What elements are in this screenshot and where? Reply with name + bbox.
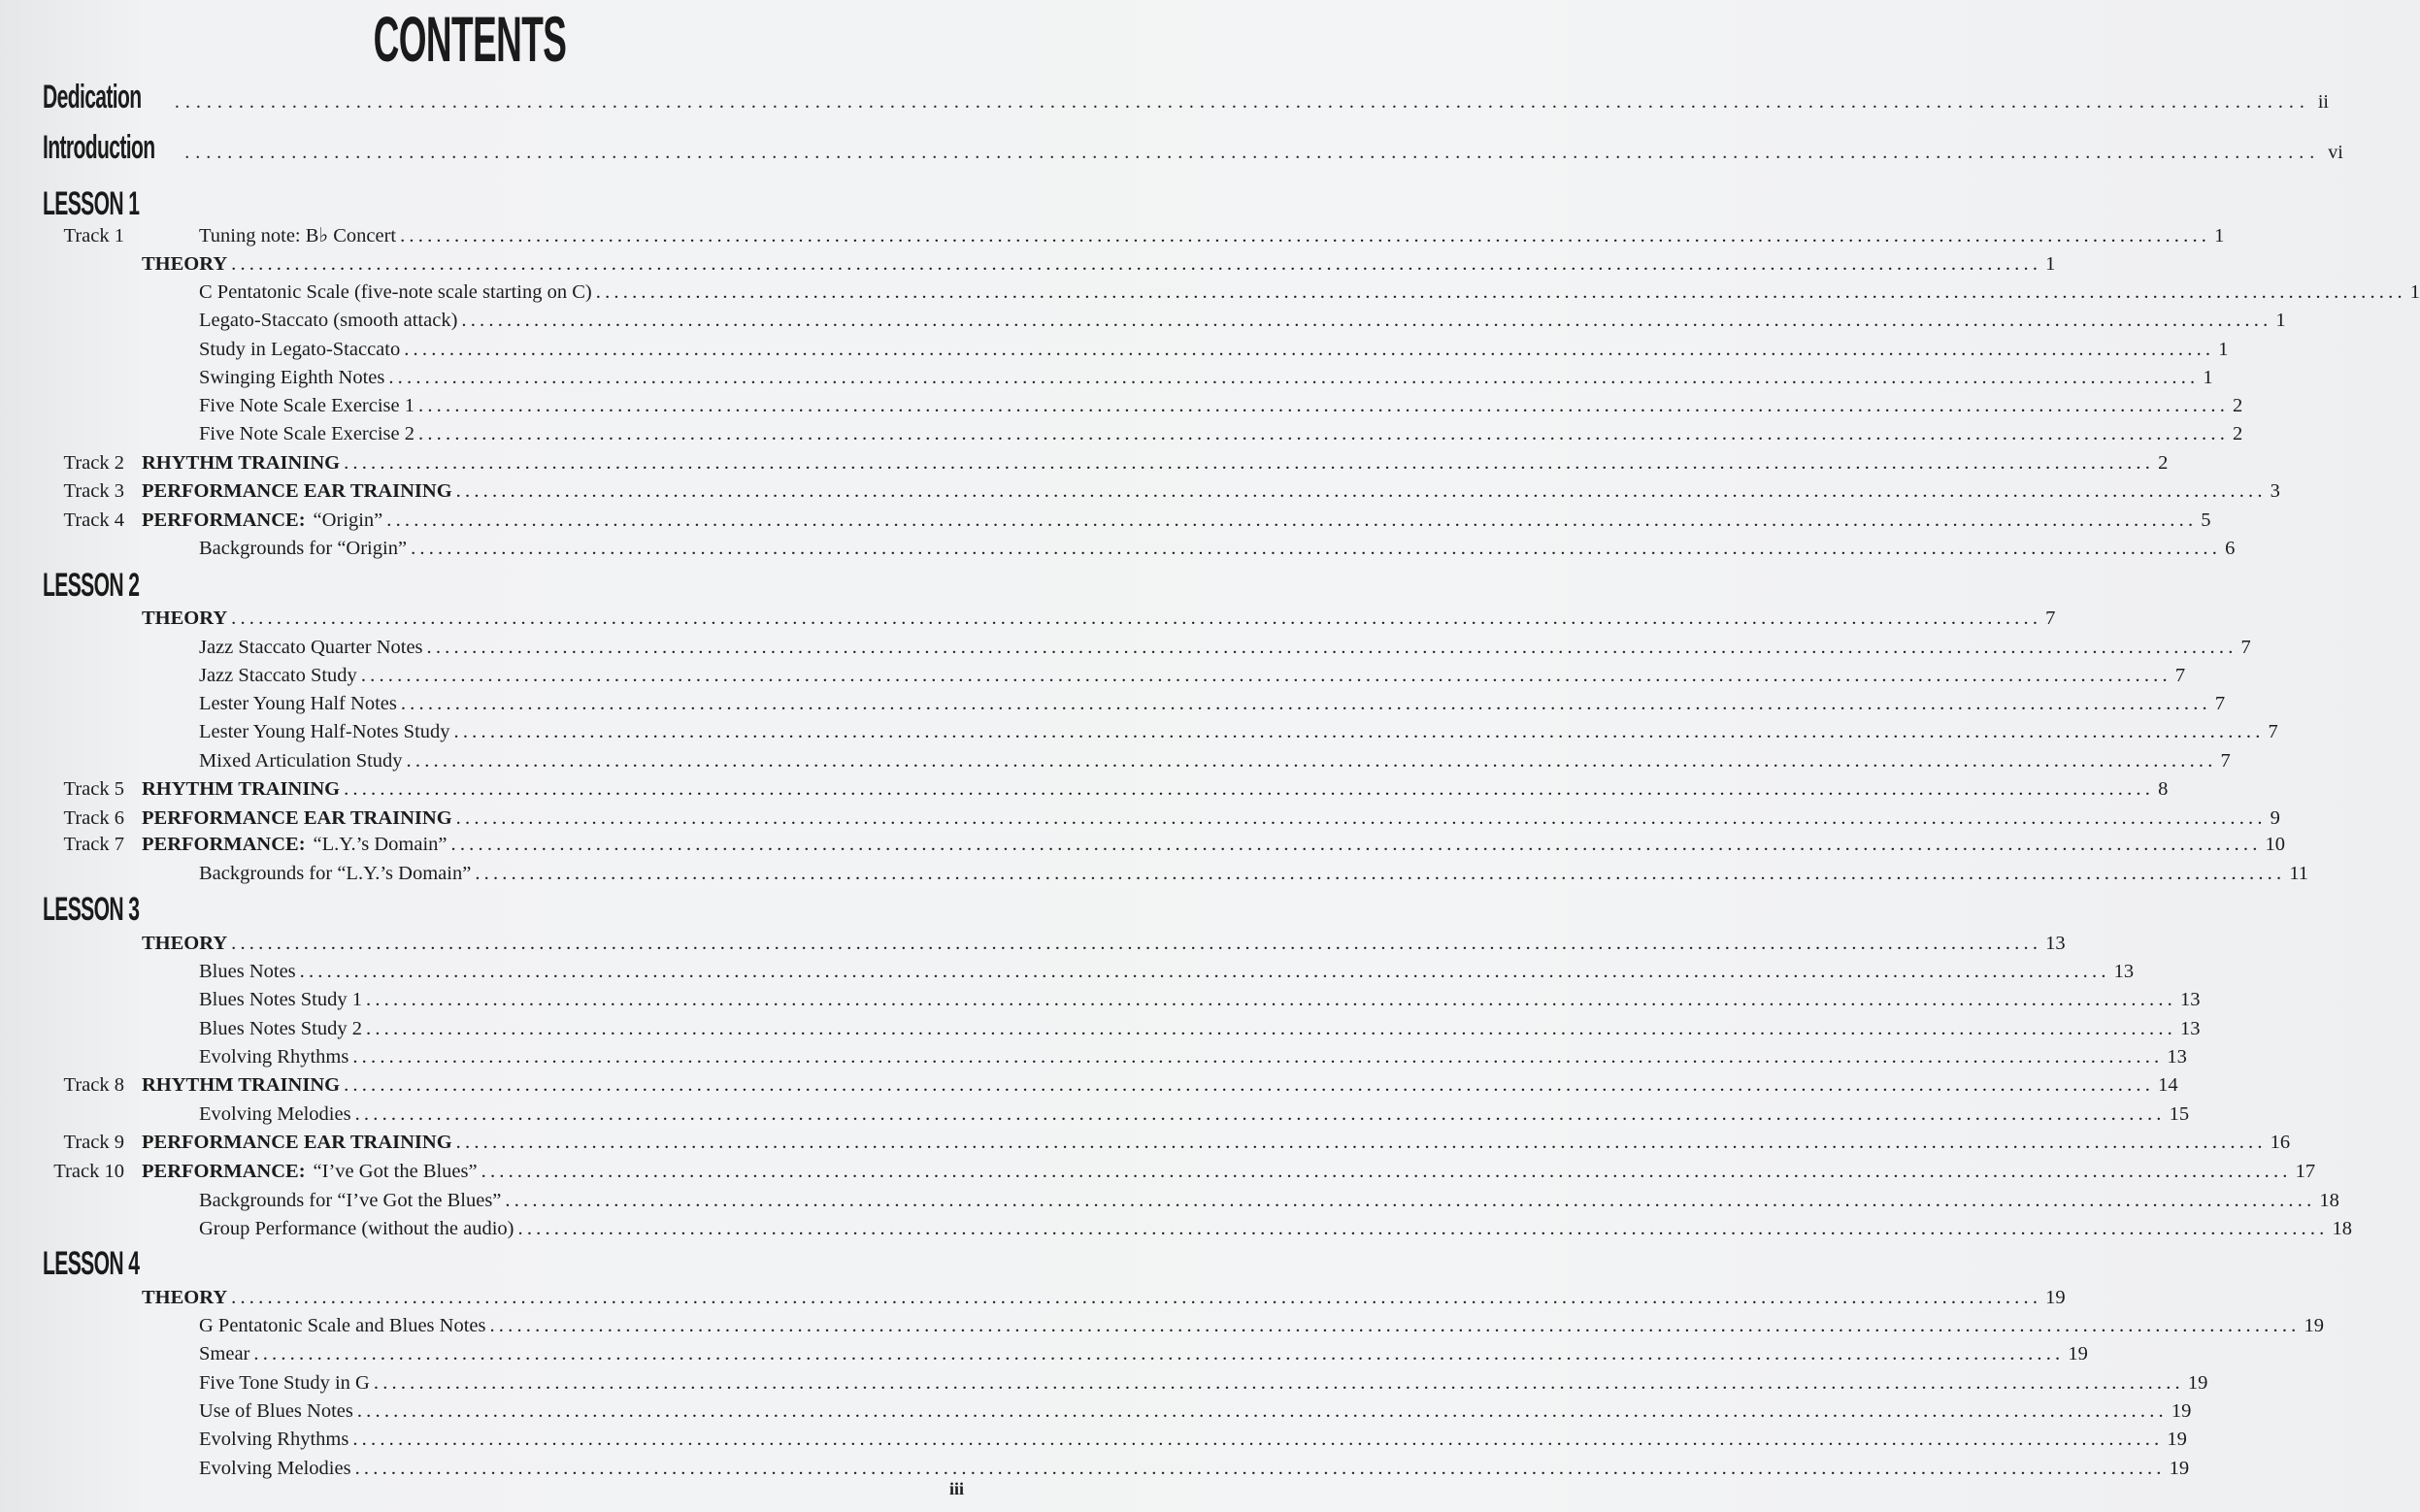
entry-title: Five Note Scale Exercise 2	[199, 423, 415, 444]
toc-entry[interactable]	[43, 1071, 2178, 1100]
dot-leader: ........................................................................................................................................................................................................	[344, 1074, 2155, 1096]
toc-entry-body	[142, 1284, 2066, 1312]
entry-title: Evolving Rhythms	[199, 1429, 349, 1450]
toc-page-number: 13	[2045, 933, 2066, 954]
toc-entry-body	[199, 860, 2309, 888]
toc-entry[interactable]	[43, 279, 2420, 307]
section-heading: PERFORMANCE EAR TRAINING	[142, 1132, 452, 1153]
section-heading: THEORY	[142, 933, 228, 954]
toc-page-number: 1	[2203, 367, 2213, 388]
toc-page-number: 13	[2113, 961, 2135, 982]
dot-leader: ........................................................................................................................................................................................................	[453, 721, 2265, 742]
dot-leader: ........................................................................................................................................................................................................	[595, 281, 2406, 303]
lesson-heading-1: LESSON 1	[43, 185, 140, 222]
toc-entry[interactable]	[43, 1129, 2291, 1157]
toc-page-number: 19	[2068, 1343, 2088, 1364]
toc-page-number: 19	[2167, 1429, 2187, 1450]
dot-leader: ........................................................................................................................................................................................................	[231, 253, 2042, 275]
toc-entry-body	[199, 1187, 2339, 1215]
toc-page-number: 2	[2233, 423, 2243, 444]
toc-page-number: 1	[2409, 281, 2420, 303]
entry-title: Group Performance (without the audio)	[199, 1218, 514, 1239]
toc-entry-label: Dedication	[43, 79, 142, 115]
toc-entry-body	[199, 279, 2420, 307]
toc-entry-body	[199, 1455, 2190, 1483]
page-number-footer: iii	[949, 1479, 965, 1498]
entry-title: Mixed Articulation Study	[199, 750, 403, 772]
toc-entry-body	[199, 364, 2213, 392]
entry-title: Blues Notes Study 2	[199, 1018, 362, 1039]
toc-page-number: 13	[2180, 989, 2201, 1010]
toc-entry-body	[142, 805, 2280, 833]
dot-leader: ........................................................................................................................................................................................................	[253, 1343, 2065, 1364]
toc-page-number: 2	[2233, 395, 2243, 416]
toc-entry-body	[142, 775, 2169, 804]
toc-entry[interactable]	[43, 1015, 2201, 1043]
dot-leader: ........................................................................................................................................................................................................	[354, 1103, 2166, 1125]
lesson-heading-3: LESSON 3	[43, 891, 140, 928]
dot-leader: ........................................................................................................................................................................................................	[352, 1429, 2164, 1450]
entry-title: Backgrounds for “Origin”	[199, 538, 408, 559]
toc-entry[interactable]	[43, 1284, 2066, 1312]
toc-entry-label: Introduction	[43, 129, 155, 166]
section-heading: PERFORMANCE:	[142, 1161, 306, 1182]
toc-entry-introduction[interactable]	[43, 128, 2343, 167]
entry-title: “I’ve Got the Blues”	[313, 1161, 478, 1182]
toc-entry[interactable]	[43, 662, 2186, 690]
toc-entry-body	[142, 1129, 2291, 1157]
dot-leader: ........................................................................................................................................................................................................	[455, 807, 2267, 829]
toc-page-number: 13	[2180, 1018, 2201, 1039]
lesson-heading-2: LESSON 2	[43, 567, 140, 604]
dot-leader: ........................................................................................................................................................................................................	[388, 367, 2200, 388]
dot-leader: ........................................................................................................................................................................................................	[366, 989, 2176, 1010]
toc-entry[interactable]	[43, 535, 2236, 563]
entry-title: C Pentatonic Scale (five-note scale starting on C)	[199, 281, 592, 303]
toc-page-number: 2	[2158, 452, 2169, 474]
dot-leader: ........................................................................................................................................................................................................	[231, 1287, 2042, 1308]
section-heading: RHYTHM TRAINING	[142, 1074, 341, 1096]
toc-entry-body	[199, 392, 2243, 420]
toc-entry-dedication[interactable]	[43, 78, 2329, 116]
toc-entry[interactable]	[43, 250, 2056, 279]
toc-entry-body	[199, 958, 2135, 986]
dot-leader: ........................................................................................................................................................................................................	[352, 1046, 2164, 1068]
dot-leader: ........................................................................................................................................................................................................	[475, 863, 2286, 884]
dot-leader: ........................................................................................................................................................................................................	[461, 310, 2272, 331]
toc-page-number: 19	[2045, 1287, 2066, 1308]
toc-entry[interactable]	[43, 392, 2243, 420]
dot-leader: ........................................................................................................................................................................................................	[505, 1190, 2316, 1211]
lesson-heading-4: LESSON 4	[43, 1245, 140, 1282]
dot-leader: ........................................................................................................................................................................................................	[354, 1458, 2166, 1479]
dot-leader: ........................................................................................................................................................................................................	[418, 423, 2230, 444]
dot-leader: ........................................................................................................................................................................................................	[344, 452, 2155, 474]
toc-entry-body	[199, 1426, 2187, 1454]
toc-page-number: 8	[2158, 778, 2169, 800]
toc-entry-body	[199, 535, 2236, 563]
dot-leader: ........................................................................................................................................................................................................	[404, 339, 2215, 360]
entry-title: Backgrounds for “I’ve Got the Blues”	[199, 1190, 502, 1211]
section-heading: RHYTHM TRAINING	[142, 452, 341, 474]
entry-title: Jazz Staccato Study	[199, 665, 357, 686]
toc-entry-body	[142, 1071, 2178, 1100]
dot-leader: ........................................................................................................................................................................................................	[360, 665, 2171, 686]
section-heading: THEORY	[142, 1287, 228, 1308]
entry-title: Five Tone Study in G	[199, 1372, 370, 1394]
toc-entry[interactable]	[43, 222, 2225, 250]
dot-leader: ........................................................................................................................................................................................................	[481, 1161, 2292, 1182]
toc-entry-body	[199, 307, 2286, 335]
toc-entry-body	[199, 1312, 2324, 1340]
toc-entry[interactable]	[43, 831, 2286, 859]
page-title: CONTENTS	[373, 3, 567, 75]
toc-page-number: 19	[2187, 1372, 2208, 1394]
toc-entry-body	[199, 420, 2243, 448]
track-label: Track 8	[63, 1074, 124, 1096]
toc-page-number: 19	[2171, 1400, 2192, 1422]
entry-title: Smear	[199, 1343, 250, 1364]
toc-entry[interactable]	[43, 364, 2213, 392]
toc-entry-body	[199, 1369, 2208, 1397]
toc-entry-body	[199, 1215, 2352, 1243]
track-label: Track 5	[63, 778, 124, 800]
toc-entry[interactable]	[43, 1455, 2190, 1483]
toc-page-number: 15	[2169, 1103, 2190, 1125]
toc-page-number: vi	[2328, 142, 2343, 163]
dot-leader: ........................................................................................................................................................................................................	[455, 480, 2267, 502]
toc-entry[interactable]	[43, 775, 2169, 804]
toc-entry-body	[199, 662, 2186, 690]
toc-entry-body	[142, 831, 2286, 859]
dot-leader: ........................................................................................................................................................................................................	[366, 1018, 2176, 1039]
entry-title: Blues Notes	[199, 961, 296, 982]
toc-entry-body	[199, 1015, 2201, 1043]
toc-page-number: 7	[2220, 750, 2231, 772]
toc-entry[interactable]	[43, 1426, 2187, 1454]
entry-title: Lester Young Half Notes	[199, 693, 397, 714]
toc-page-number: 7	[2268, 721, 2278, 742]
toc-entry[interactable]	[43, 930, 2066, 958]
toc-entry-body	[142, 449, 2169, 477]
toc-page-number: 18	[2332, 1218, 2352, 1239]
toc-page-number: 14	[2158, 1074, 2178, 1096]
entry-title: Legato-Staccato (smooth attack)	[199, 310, 458, 331]
toc-page-number: 7	[2174, 665, 2186, 686]
entry-title: Lester Young Half-Notes Study	[199, 721, 450, 742]
dot-leader: ........................................................................................................................................................................................................	[450, 834, 2262, 855]
toc-entry[interactable]	[43, 477, 2280, 506]
track-label: Track 2	[63, 452, 124, 474]
toc-entry-body	[142, 250, 2056, 279]
dot-leader: ........................................................................................................................................................................................................	[418, 395, 2230, 416]
entry-title: Study in Legato-Staccato	[199, 339, 401, 360]
toc-entry[interactable]	[43, 718, 2278, 746]
toc-page-number: 9	[2270, 807, 2280, 829]
entry-title: Five Note Scale Exercise 1	[199, 395, 415, 416]
toc-entry-body	[142, 507, 2211, 535]
toc-entry[interactable]	[43, 1101, 2190, 1129]
toc-page-number: 19	[2169, 1458, 2190, 1479]
track-label: Track 6	[63, 807, 124, 829]
track-label: Track 4	[63, 509, 124, 531]
toc-entry[interactable]	[43, 860, 2309, 888]
toc-entry[interactable]	[43, 507, 2211, 535]
toc-entry-body	[199, 1340, 2088, 1368]
toc-page-number: 17	[2295, 1161, 2316, 1182]
toc-entry[interactable]	[43, 1158, 2316, 1186]
entry-title: Evolving Rhythms	[199, 1046, 349, 1068]
toc-page-number: ii	[2317, 91, 2329, 113]
toc-page-number: 16	[2270, 1132, 2291, 1153]
track-label: Track 7	[63, 834, 124, 855]
toc-entry[interactable]	[43, 420, 2243, 448]
dot-leader: ........................................................................................................................................................................................................	[373, 1372, 2184, 1394]
toc-page-number: 7	[2045, 608, 2056, 629]
entry-title: G Pentatonic Scale and Blues Notes	[199, 1315, 486, 1336]
toc-entry-body	[199, 747, 2231, 775]
toc-page-number: 5	[2201, 509, 2211, 531]
toc-page-number: 1	[2214, 225, 2225, 247]
entry-title: Use of Blues Notes	[199, 1400, 353, 1422]
entry-title: “L.Y.’s Domain”	[313, 834, 448, 855]
track-label: Track 9	[63, 1132, 124, 1153]
toc-page-number: 10	[2265, 834, 2286, 855]
toc-page-number: 1	[2045, 253, 2056, 275]
toc-page-number: 1	[2275, 310, 2286, 331]
toc-entry[interactable]	[43, 605, 2056, 633]
entry-title: Backgrounds for “L.Y.’s Domain”	[199, 863, 472, 884]
toc-entry[interactable]	[43, 336, 2229, 364]
section-heading: PERFORMANCE EAR TRAINING	[142, 807, 452, 829]
toc-entry[interactable]	[43, 1043, 2187, 1071]
toc-page-number: 7	[2214, 693, 2226, 714]
toc-entry[interactable]	[43, 1340, 2088, 1368]
toc-page-number: 6	[2225, 538, 2236, 559]
dot-leader: ........................................................................................................................................................................................................	[231, 608, 2042, 629]
entry-title: Tuning note: B♭ Concert	[199, 225, 397, 247]
toc-entry[interactable]	[43, 747, 2231, 775]
toc-entry-body	[199, 690, 2226, 718]
toc-entry[interactable]	[43, 449, 2169, 477]
toc-entry-body	[142, 477, 2280, 506]
toc-entry[interactable]	[43, 958, 2135, 986]
toc-entry-body	[142, 930, 2066, 958]
dot-leader: ........................................................................................................................................................................................................	[184, 142, 2321, 163]
toc-page-number: 18	[2319, 1190, 2339, 1211]
entry-title: Evolving Melodies	[199, 1458, 351, 1479]
dot-leader: ........................................................................................................................................................................................................	[489, 1315, 2301, 1336]
toc-entry-body	[199, 1397, 2192, 1426]
toc-entry[interactable]	[43, 1215, 2352, 1243]
toc-page-number: 19	[2304, 1315, 2324, 1336]
toc-entry-body	[199, 1101, 2190, 1129]
dot-leader: ........................................................................................................................................................................................................	[356, 1400, 2168, 1422]
dot-leader: ........................................................................................................................................................................................................	[231, 933, 2042, 954]
dot-leader: ........................................................................................................................................................................................................	[426, 637, 2238, 658]
toc-entry[interactable]	[43, 1369, 2208, 1397]
dot-leader: ........................................................................................................................................................................................................	[299, 961, 2110, 982]
dot-leader: ........................................................................................................................................................................................................	[406, 750, 2217, 772]
toc-entry[interactable]	[43, 634, 2251, 662]
toc-entry-body	[199, 336, 2229, 364]
entry-title: “Origin”	[313, 509, 383, 531]
section-heading: RHYTHM TRAINING	[142, 778, 341, 800]
track-label: Track 10	[53, 1161, 124, 1182]
toc-page-number: 13	[2167, 1046, 2187, 1068]
track-label: Track 3	[63, 480, 124, 502]
section-heading: THEORY	[142, 253, 228, 275]
dot-leader: ........................................................................................................................................................................................................	[344, 778, 2155, 800]
entry-title: Evolving Melodies	[199, 1103, 351, 1125]
dot-leader: ........................................................................................................................................................................................................	[400, 225, 2211, 247]
toc-page-number: 1	[2218, 339, 2229, 360]
toc-entry-body	[142, 605, 2056, 633]
toc-page-number: 11	[2289, 863, 2309, 884]
dot-leader: ........................................................................................................................................................................................................	[411, 538, 2222, 559]
toc-entry[interactable]	[43, 1312, 2324, 1340]
toc-entry-body	[199, 1043, 2187, 1071]
toc-page-number: 7	[2240, 637, 2251, 658]
toc-entry-body	[199, 986, 2201, 1014]
toc-entry[interactable]	[43, 805, 2280, 833]
section-heading: PERFORMANCE EAR TRAINING	[142, 480, 452, 502]
track-label: Track 1	[63, 225, 124, 247]
toc-entry[interactable]	[43, 986, 2201, 1014]
dot-leader: ........................................................................................................................................................................................................	[517, 1218, 2329, 1239]
toc-page-number: 3	[2270, 480, 2280, 502]
toc-entry[interactable]	[43, 1397, 2192, 1426]
toc-entry-body	[199, 718, 2278, 746]
entry-title: Blues Notes Study 1	[199, 989, 362, 1010]
toc-entry-body	[199, 222, 2225, 250]
dot-leader: ........................................................................................................................................................................................................	[174, 91, 2310, 113]
toc-entry[interactable]	[43, 307, 2286, 335]
section-heading: THEORY	[142, 608, 228, 629]
entry-title: Swinging Eighth Notes	[199, 367, 385, 388]
dot-leader: ........................................................................................................................................................................................................	[400, 693, 2211, 714]
toc-entry-body	[199, 634, 2251, 662]
toc-entry-body	[142, 1158, 2316, 1186]
section-heading: PERFORMANCE:	[142, 834, 306, 855]
section-heading: PERFORMANCE:	[142, 509, 306, 531]
toc-entry[interactable]	[43, 1187, 2339, 1215]
dot-leader: ........................................................................................................................................................................................................	[386, 509, 2198, 531]
dot-leader: ........................................................................................................................................................................................................	[455, 1132, 2267, 1153]
entry-title: Jazz Staccato Quarter Notes	[199, 637, 423, 658]
toc-entry[interactable]	[43, 690, 2226, 718]
